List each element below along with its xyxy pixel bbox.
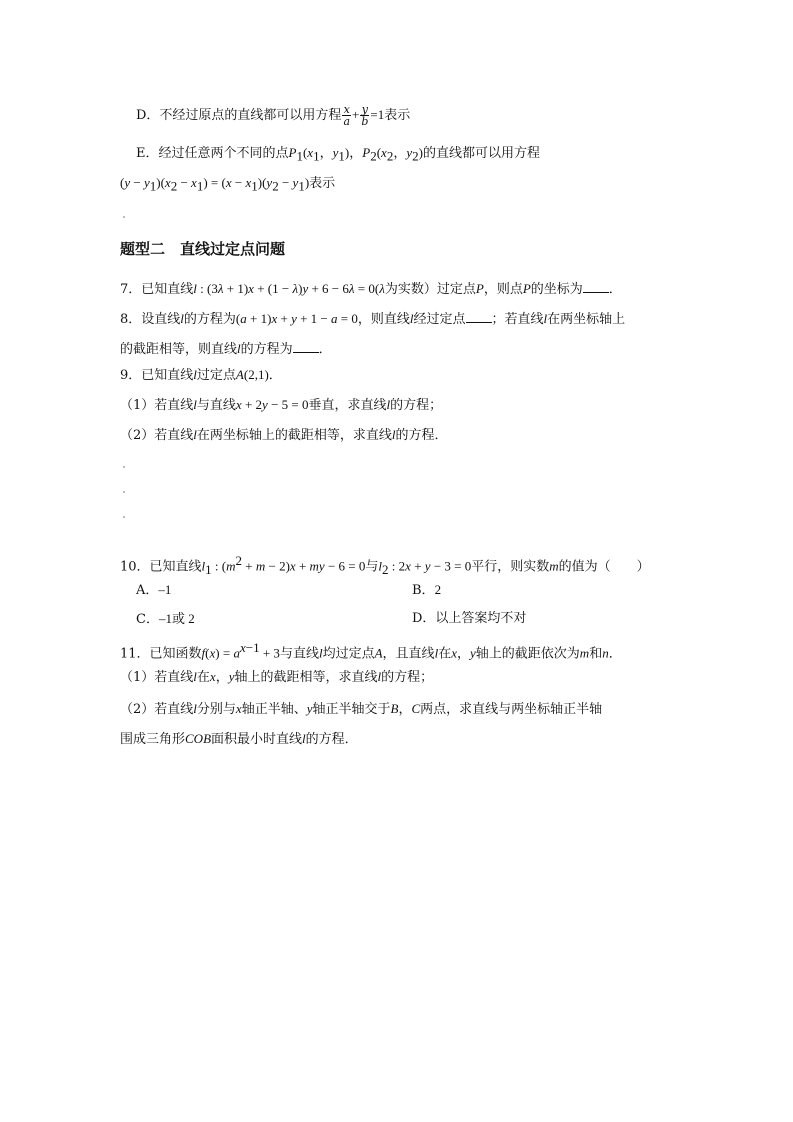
option-e: E．经过任意两个不同的点$P_1(x_1$，$y_1$)，$P_2(x_2$，$y_2$)的直线都可以用方程 <box>136 145 540 164</box>
paragraph-mark <box>123 516 125 518</box>
paragraph-mark <box>123 216 125 218</box>
question-10: 10．已知直线$l_1$ : $(m^2 + m - 2)x$ + my − 6 = 0与$l_2$ : 2x + y − 3 = 0平行，则实数m的值为（ ） <box>120 553 650 577</box>
paragraph-mark <box>123 466 125 468</box>
question-9-part-2: （2）若直线l在两坐标轴上的截距相等，求直线l的方程． <box>120 427 448 443</box>
fraction-y-over-b: $\frac{y}{b}$ <box>361 103 369 128</box>
question-8: 8．设直线l的方程为(a + 1)x + y + 1 − a = 0，则直线l经过定点 ；若直线l在两坐标轴上 <box>120 311 626 327</box>
question-11: 11．已知函数$f(x) = a^{x-1} + 3$与直线l均过定点A，且直线l在x，y轴上的截距依次为m和n． <box>120 640 622 662</box>
question-8-cont: 的截距相等，则直线l的方程为 ． <box>120 341 332 357</box>
question-9: 9．已知直线l过定点A(2,1)． <box>120 367 282 383</box>
paragraph-mark <box>123 491 125 493</box>
q10-option-c[interactable]: C．–1或 2 <box>136 611 195 627</box>
q10-option-d[interactable]: D．以上答案均不对 <box>412 611 527 626</box>
answer-blank[interactable] <box>293 340 319 353</box>
question-11-part-2-cont: 围成三角形COB面积最小时直线l的方程． <box>120 731 358 747</box>
fraction-x-over-a: $\frac{x}{a}$ <box>343 103 350 128</box>
q10-option-b[interactable]: B．2 <box>412 582 442 598</box>
q10-option-a[interactable]: A．–1 <box>136 582 172 598</box>
answer-blank[interactable] <box>583 280 609 293</box>
question-9-part-1: （1）若直线l与直线x + 2y − 5 = 0垂直，求直线l的方程； <box>120 397 443 413</box>
question-11-part-2: （2）若直线l分别与x轴正半轴、y轴正半轴交于B，C两点，求直线与两坐标轴正半轴 <box>120 701 603 717</box>
option-e-equation: $(y - y_1)(x_2 - x_1) = (x - x_1)(y_2 - y_1)$表示 <box>120 175 336 194</box>
question-7: 7．已知直线l : (3λ + 1)x + (1 − λ)y + 6 − 6λ = 0(λ为实数）过定点P，则点P的坐标为 ． <box>120 281 622 297</box>
answer-blank[interactable] <box>466 310 492 323</box>
section-title: 题型二 直线过定点问题 <box>120 240 286 258</box>
question-11-part-1: （1）若直线l在x，y轴上的截距相等，求直线l的方程； <box>120 669 434 685</box>
option-d: D．不经过原点的直线都可以用方程 $\frac{x}{a}$ + $\frac{y}{b}$ =1表示 <box>136 103 411 128</box>
